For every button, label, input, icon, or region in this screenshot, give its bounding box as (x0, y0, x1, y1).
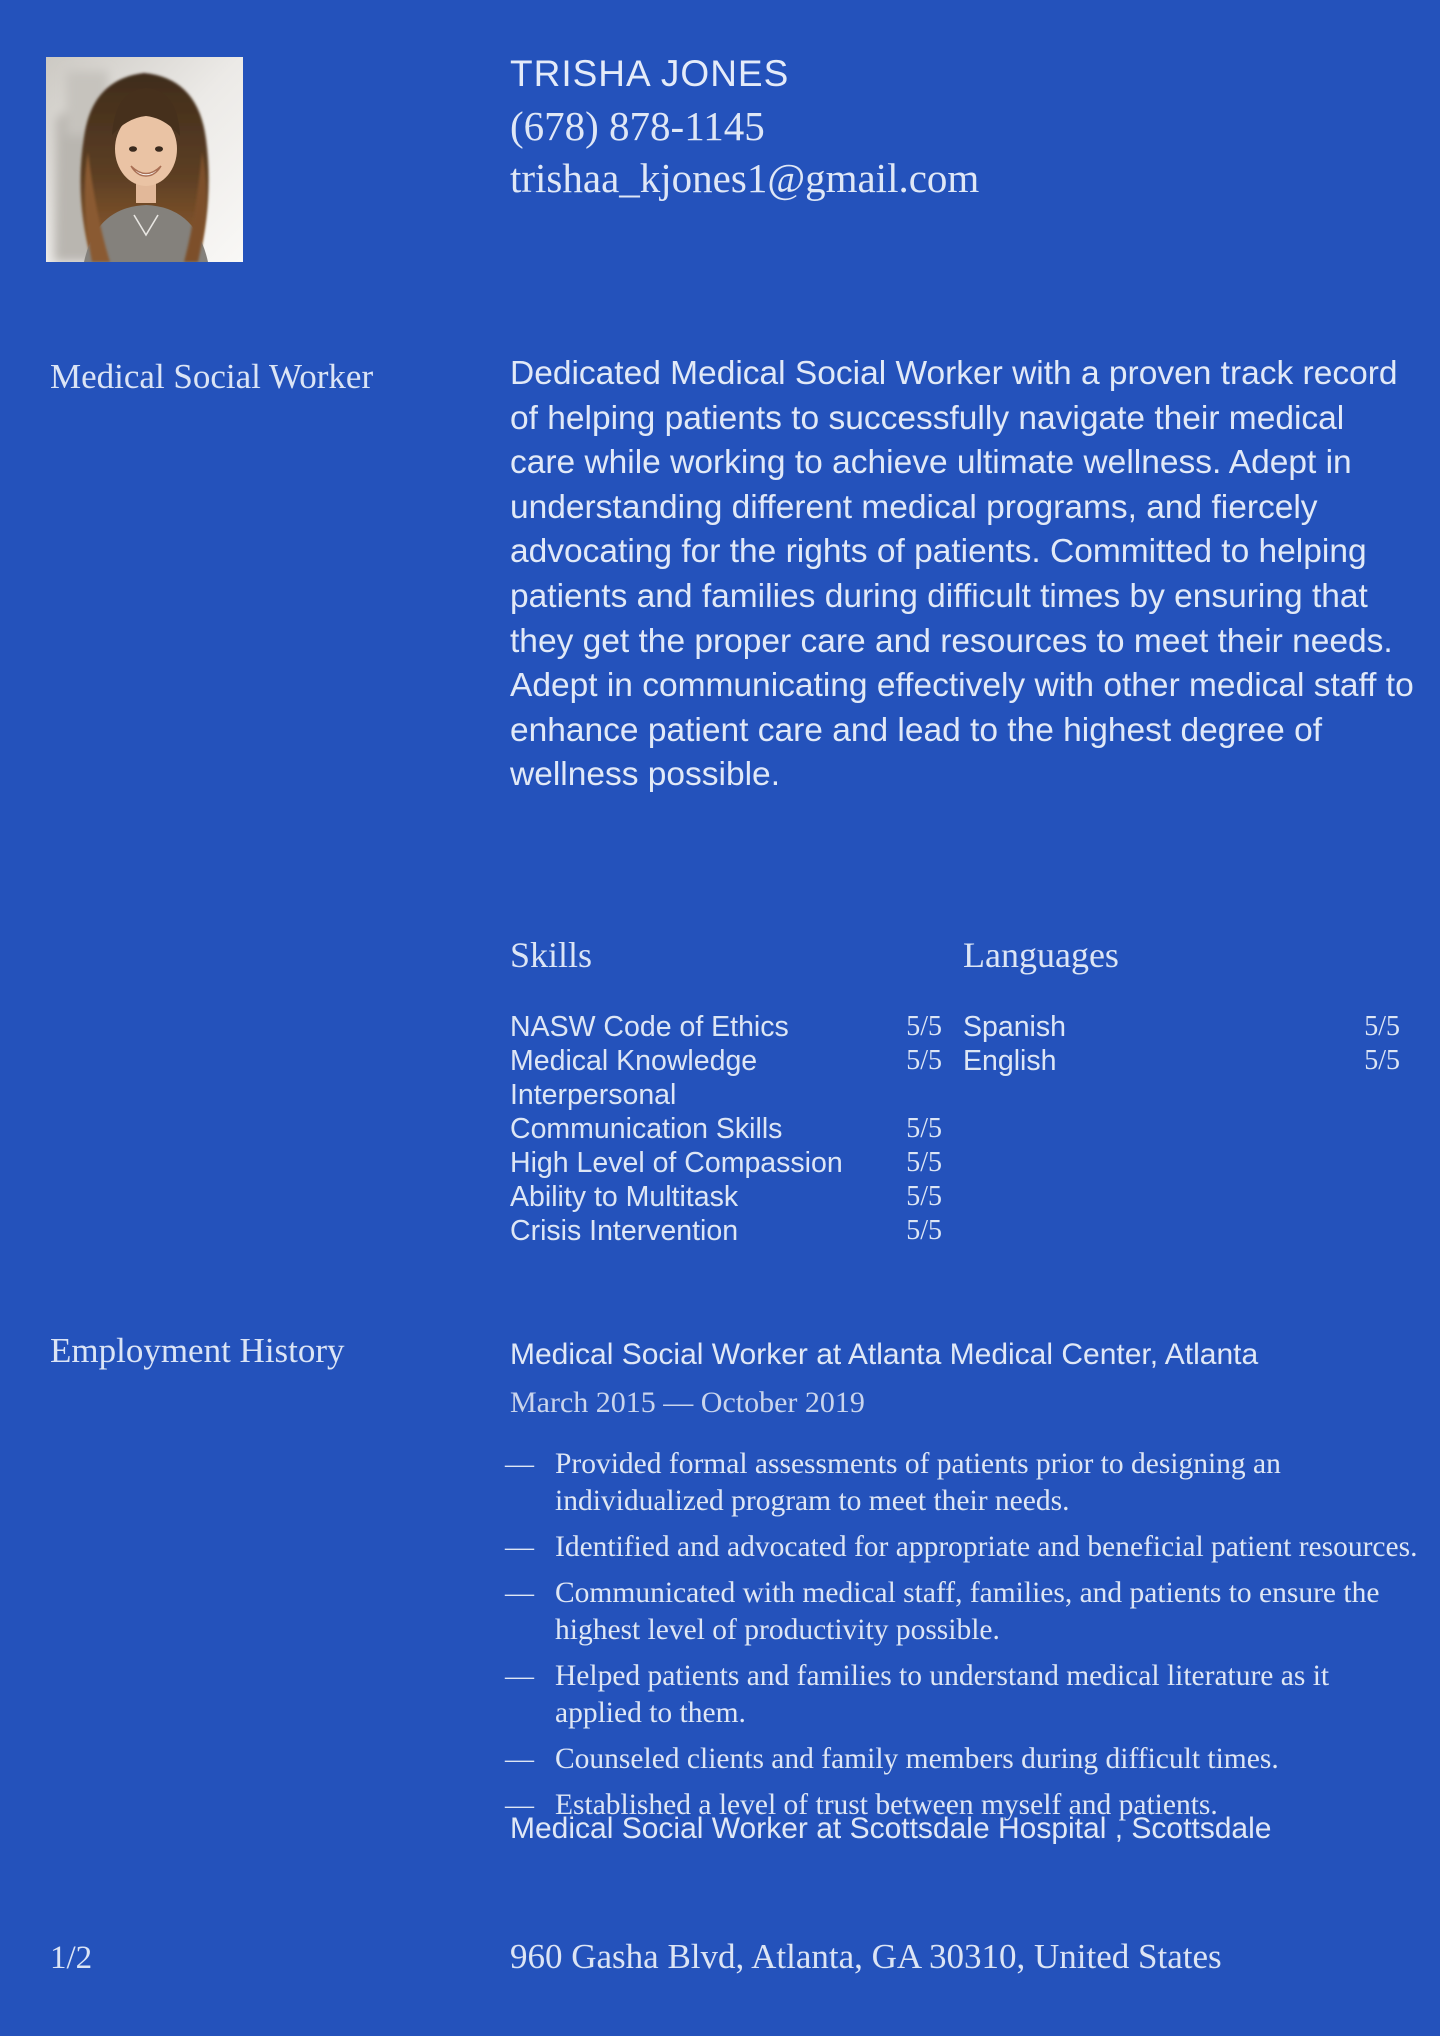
skill-rating: 5/5 (906, 1181, 942, 1212)
languages-heading: Languages (963, 935, 1119, 975)
skill-rating: 5/5 (906, 1215, 942, 1246)
job-bullet (505, 1529, 1425, 1566)
skill-label: Medical Knowledge (510, 1045, 758, 1077)
skills-heading: Skills (510, 935, 593, 975)
email-address: trishaa_kjones1@gmail.com (510, 155, 980, 201)
profile-photo-illustration (46, 57, 243, 262)
skill-label: NASW Code of Ethics (510, 1011, 789, 1043)
profile-photo (46, 57, 243, 262)
bullet-dash-icon: — (505, 1660, 532, 1692)
skill-label: High Level of Compassion (510, 1147, 843, 1179)
language-label: Spanish (963, 1011, 1066, 1043)
skill-item (510, 1146, 942, 1180)
job-bullet (505, 1575, 1425, 1649)
language-rating: 5/5 (1364, 1011, 1400, 1042)
bullet-text: Established a level of trust between myself and patients. (555, 1789, 1218, 1821)
bullet-text: Provided formal assessments of patients prior to designing an individualized program to meet their needs. (555, 1448, 1281, 1517)
bullet-text: Counseled clients and family members during difficult times. (555, 1743, 1279, 1775)
language-item (963, 1044, 1400, 1078)
bullet-dash-icon: — (505, 1789, 532, 1821)
phone-number: (678) 878-1145 (510, 103, 765, 149)
skill-item (510, 1044, 942, 1078)
skill-rating: 5/5 (906, 1113, 942, 1144)
skills-list (510, 1010, 942, 1248)
bullet-text: Identified and advocated for appropriate and beneficial patient resources. (555, 1531, 1418, 1563)
bullet-dash-icon: — (505, 1577, 532, 1609)
skill-rating: 5/5 (906, 1147, 942, 1178)
address: 960 Gasha Blvd, Atlanta, GA 30310, United States (510, 1937, 1222, 1976)
sidebar-job-title: Medical Social Worker (50, 357, 374, 396)
skill-item (510, 1010, 942, 1044)
skill-rating: 5/5 (906, 1045, 942, 1076)
skill-label: Ability to Multitask (510, 1181, 739, 1213)
job-dates: March 2015 — October 2019 (510, 1386, 865, 1419)
job-bullet (505, 1446, 1425, 1520)
skill-item (510, 1180, 942, 1214)
job-title: Medical Social Worker at Scottsdale Hospital , Scottsdale (510, 1812, 1272, 1845)
skill-item (510, 1078, 942, 1146)
bullet-dash-icon: — (505, 1743, 532, 1775)
bullet-text: Communicated with medical staff, families, and patients to ensure the highest level of productivity possible. (555, 1577, 1380, 1646)
skill-label: Crisis Intervention (510, 1215, 739, 1247)
bullet-dash-icon: — (505, 1448, 532, 1480)
employment-history-heading: Employment History (50, 1331, 345, 1370)
skill-rating: 5/5 (906, 1011, 942, 1042)
page-indicator: 1/2 (50, 1940, 93, 1976)
language-rating: 5/5 (1364, 1045, 1400, 1076)
job-bullet (505, 1658, 1425, 1732)
skill-label: Interpersonal Communication Skills (510, 1079, 783, 1145)
job-bullet-list (505, 1446, 1425, 1833)
language-label: English (963, 1045, 1057, 1077)
profile-summary: Dedicated Medical Social Worker with a proven track record of helping patients to successfully navigate their medical care while working to achieve ultimate wellness. Adept in understanding different medical programs, and fiercely advocating for the rights of patients. Committed to helping patients and families during difficult times by ensuring that they get the proper care and resources to meet their needs. Adept in communicating effectively with other medical staff to enhance patient care and lead to the highest degree of wellness possible. (510, 355, 1414, 794)
skill-item (510, 1214, 942, 1248)
job-bullet (505, 1741, 1425, 1778)
job-title: Medical Social Worker at Atlanta Medical Center, Atlanta (510, 1338, 1259, 1371)
candidate-name: TRISHA JONES (510, 53, 790, 94)
language-item (963, 1010, 1400, 1044)
bullet-dash-icon: — (505, 1531, 532, 1563)
bullet-text: Helped patients and families to understand medical literature as it applied to them. (555, 1660, 1330, 1729)
languages-list (963, 1010, 1400, 1078)
